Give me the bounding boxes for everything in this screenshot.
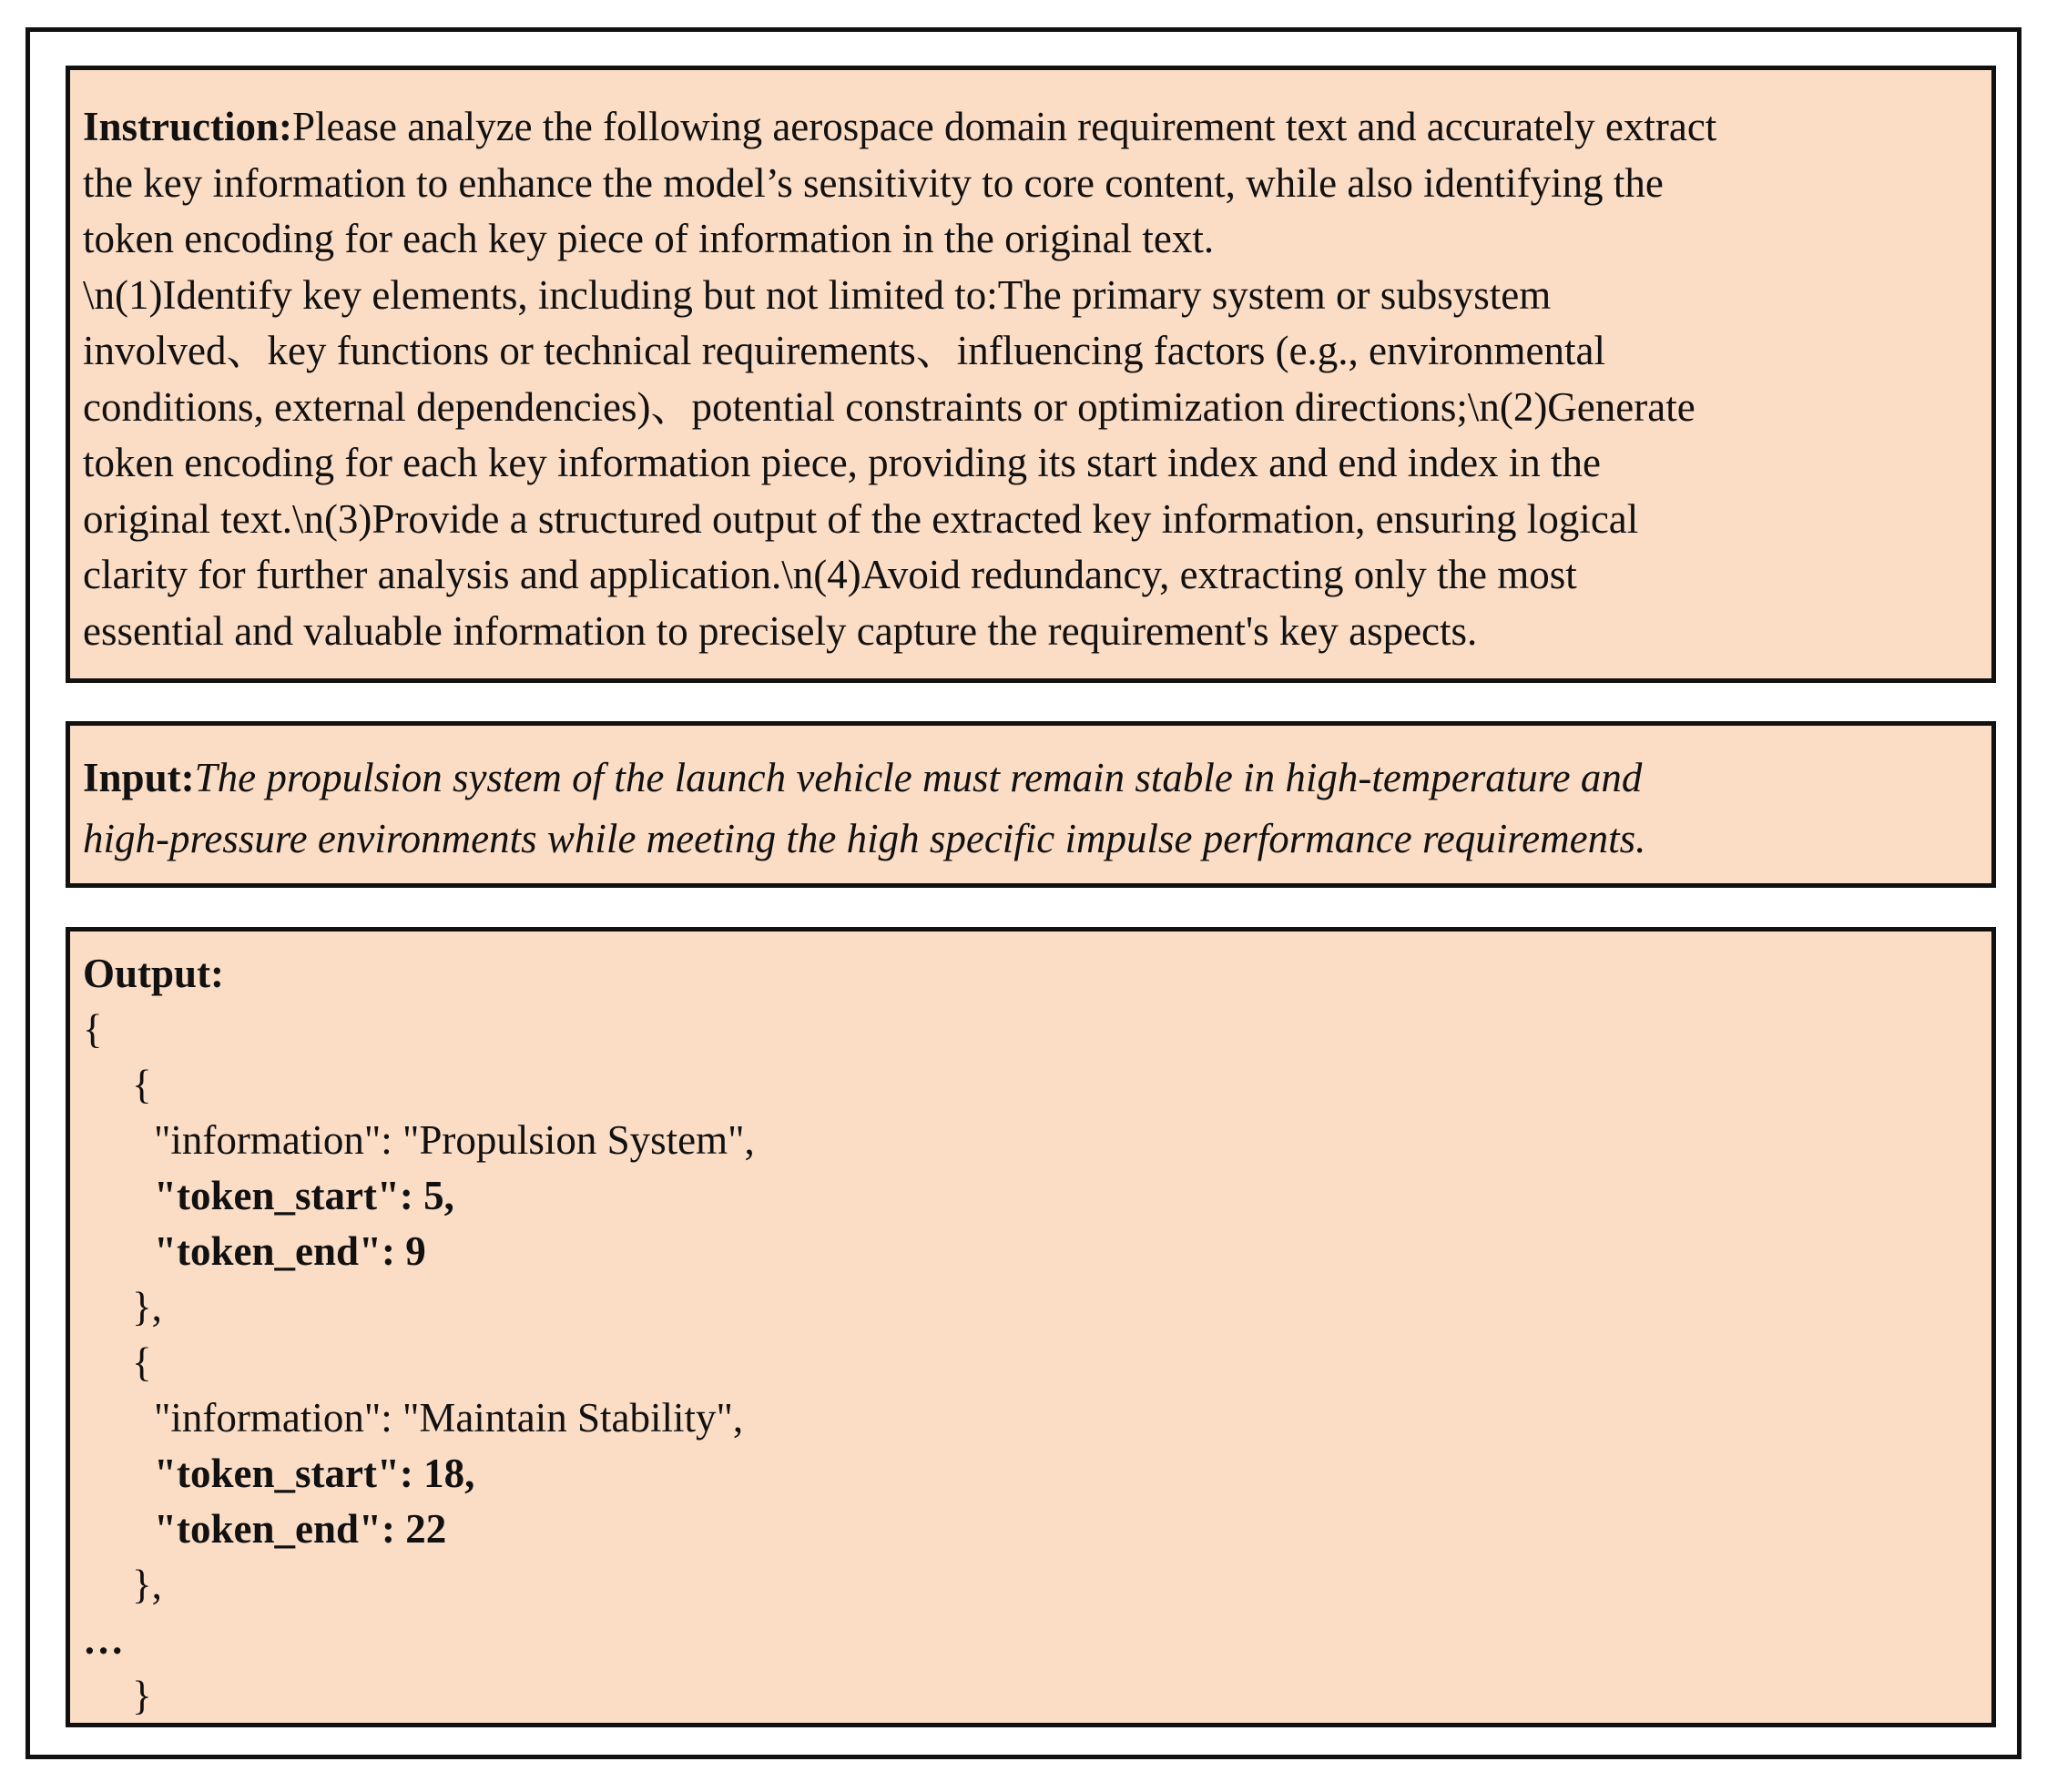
output-close-brace: } (132, 1673, 152, 1718)
output-panel (66, 927, 1996, 1727)
input-label: Input: (83, 755, 195, 800)
item-token-end-line: "token_end": 22 (154, 1506, 447, 1552)
input-text-line: high-pressure environments while meeting the high specific impulse performance requirements. (83, 816, 1646, 861)
instruction-text-line: \n(1)Identify key elements, including but not limited to:The primary system or subsystem (83, 271, 1552, 318)
item-close-brace: }, (132, 1284, 162, 1329)
input-panel (66, 721, 1996, 888)
input-line-1 (83, 748, 1979, 809)
instruction-text-line: token encoding for each key information piece, providing its start index and end index in the (83, 440, 1602, 485)
instruction-text-line: token encoding for each key piece of information in the original text. (83, 216, 1215, 261)
instruction-text-line: involved、key functions or technical requirements、influencing factors (e.g., environmental (83, 328, 1605, 373)
item-token-start-line: "token_start": 18, (154, 1451, 475, 1496)
instruction-panel (66, 66, 1996, 683)
instruction-text-line: the key information to enhance the model’s sensitivity to core content, while also identifying the (83, 159, 1664, 206)
item-open-brace: { (132, 1062, 152, 1107)
instruction-label: Instruction: (83, 104, 293, 149)
item-information-line: "information": "Propulsion System", (154, 1117, 755, 1163)
input-text-line: The propulsion system of the launch vehicle must remain stable in high-temperature and (194, 755, 1643, 800)
instruction-text-line: original text.\n(3)Provide a structured output of the extracted key information, ensuring logical (83, 495, 1639, 542)
instruction-text-line: Please analyze the following aerospace domain requirement text and accurately extract (292, 104, 1717, 149)
instruction-line-1 (83, 99, 1979, 156)
item-token-start-line: "token_start": 5, (154, 1173, 454, 1218)
item-close-brace: }, (132, 1562, 162, 1607)
output-ellipsis: … (83, 1617, 124, 1663)
instruction-text-line: clarity for further analysis and application.\n(4)Avoid redundancy, extracting only the most (83, 552, 1577, 597)
item-information-line: "information": "Maintain Stability", (154, 1395, 744, 1441)
item-token-end-line: "token_end": 9 (154, 1228, 426, 1274)
instruction-text-line: essential and valuable information to precisely capture the requirement's key aspects. (83, 607, 1478, 654)
output-label: Output: (83, 951, 225, 996)
output-open-brace: { (83, 1006, 103, 1052)
instruction-text-line: conditions, external dependencies)、potential constraints or optimization directions;\n(2)Generate (83, 383, 1695, 430)
item-open-brace: { (132, 1339, 152, 1385)
